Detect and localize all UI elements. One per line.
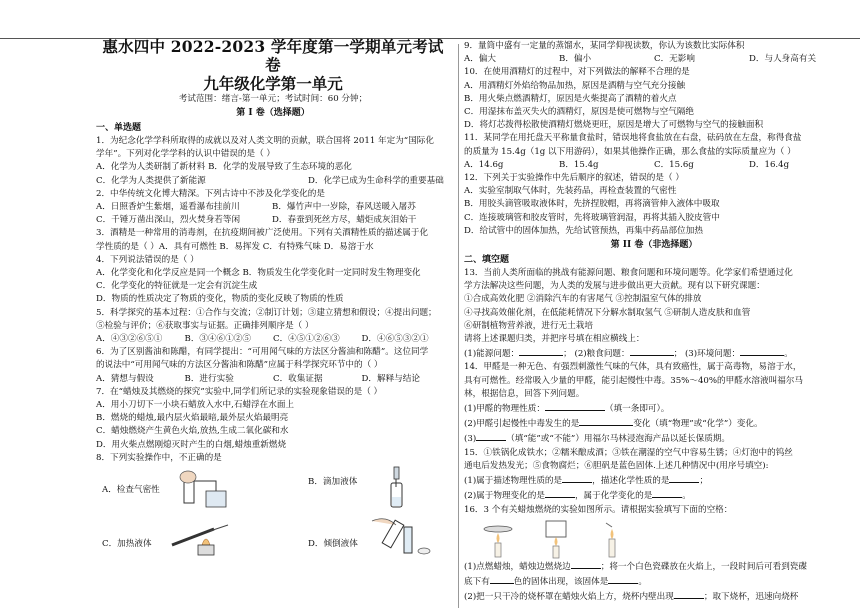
airtightness-check-figure [176, 467, 236, 509]
question-8-option: A．检查气密性 [102, 485, 160, 496]
answer-blank[interactable] [740, 346, 784, 356]
answer-blank[interactable] [545, 488, 575, 498]
question-12-option: D．给试管中的固体加热，先给试管预热，再集中药品部位加热 [464, 225, 703, 236]
candle-figure-2 [536, 519, 576, 559]
exam-info: 考试范围：绪言-第一单元；考试时间：60 分钟； [178, 94, 368, 104]
question-3-stem: 学性质的是（ ）A．具有可燃性 B．易挥发 C．有特殊气味 D．易溶于水 [96, 241, 374, 252]
question-1-stem: 1．为纪念化学学科所取得的成就以及对人类文明的贡献，联合国将 2011 年定为“国际化 [96, 136, 434, 146]
candle-figure-3 [592, 519, 632, 559]
question-8-figures-row-2 [96, 511, 450, 557]
question-15-part-1 [464, 473, 844, 488]
question-14-stem: 林，根据信息，回答下列问题。 [464, 388, 585, 399]
question-8-figures-row-1 [96, 465, 450, 511]
question-13-stem: 学方法解决这些问题，为人类的发展与进步做出更大贡献。现有以下研究课题： [464, 281, 765, 292]
answer-blank[interactable] [608, 574, 638, 584]
blank-label: 。 [638, 576, 647, 587]
candle-figure-1 [478, 519, 518, 559]
question-11-stem: 的质量为 15.4g（1g 以下用游码），如果其他操作正确，那么食盐的实际质量应为（ ） [464, 146, 796, 157]
question-1-options-row [96, 175, 450, 188]
question-10-option: D．将灯芯拨得松散使酒精灯燃烧更旺，原因是增大了可燃物与空气的接触面积 [464, 120, 764, 131]
answer-blank[interactable] [652, 488, 682, 498]
blank-label: ； (2)粮食问题： [563, 349, 630, 360]
question-14-part-3 [464, 431, 844, 446]
question-5-option: A．④③②⑥⑤① [96, 334, 163, 345]
blank-label: 色的固体出现，该固体是 [513, 576, 609, 587]
question-9-options-row [464, 53, 844, 66]
question-5-stem: 5．科学探究的基本过程：①合作与交流；②制订计划；③建立猜想和假设；④提出问题； [96, 307, 437, 318]
blank-label: (2)属于物理变化的是 [464, 491, 545, 502]
blank-label: (1)甲醛的物理性质： [464, 404, 545, 415]
question-8-stem: 8．下列实验操作中，不正确的是 [96, 452, 222, 463]
question-15-stem: 15．①铁锅化成铁水；②糯米酿成酒；③铁在潮湿的空气中容易生锈；④灯泡中的钨丝 [464, 447, 793, 458]
question-11-option: C．15.6g [654, 159, 694, 170]
question-7-stem: 7．在“蜡烛及其燃烧的探究”实验中,同学们所记录的实验现象错误的是（ ） [96, 386, 383, 397]
answer-blank[interactable] [669, 473, 699, 483]
question-16-part-1 [464, 559, 844, 574]
question-14-part-2 [464, 416, 844, 431]
question-12-option: C．连接玻璃管和胶皮管时，先将玻璃管润湿，再将其插入胶皮管中 [464, 212, 720, 223]
question-4-stem: 4．下列说法错误的是（ ） [96, 254, 199, 265]
blank-label: (2)甲醛引起慢性中毒发生的是 [464, 419, 580, 430]
question-7-option: C．蜡烛燃烧产生黄色火焰,放热,生成二氧化碳和水 [96, 426, 289, 437]
blank-label: (1)点燃蜡烛，蜡烛边燃烧边 [464, 561, 571, 572]
pouring-liquid-figure [366, 513, 436, 555]
question-2-option: C．千锤万凿出深山，烈火焚身若等闲 [96, 215, 241, 226]
blank-label: ，描述化学性质的是 [592, 476, 670, 487]
answer-blank[interactable] [674, 589, 704, 599]
question-14-stem: 具有可燃性。经常吸入少量的甲醛，能引起慢性中毒。35%～40%的甲醛水溶液叫福尔马 [464, 375, 803, 386]
question-5-options-row [96, 333, 450, 346]
question-2-option: B．爆竹声中一岁除，春风送暖入屠苏 [272, 202, 416, 213]
question-1-option: D．化学已成为生命科学的重要基础 [308, 175, 444, 186]
blank-label: （填一条即可）。 [604, 404, 670, 415]
question-14-stem: 14．甲醛是一种无色、有强烈刺激性气味的气体，具有致癌性，属于高毒物，易溶于水， [464, 362, 802, 373]
question-7-option: A．用小刀切下一小块石蜡放入水中,石蜡浮在水面上 [96, 400, 295, 411]
question-4-option: C．化学变化的特征就是一定会有沉淀生成 [96, 281, 258, 292]
question-12-stem: 12．下列关于实验操作中先后顺序的叙述，错误的是（ ） [464, 173, 684, 184]
question-15-part-2 [464, 488, 844, 503]
question-12-option: A．实验室制取气体时，先装药品，再检查装置的气密性 [464, 186, 677, 197]
question-5-option: D．④⑥⑤③②① [361, 334, 429, 345]
question-5-option: B．③④⑥①②⑤ [184, 334, 251, 345]
question-16-part-2 [464, 589, 844, 604]
blank-label: 。 [682, 491, 691, 502]
heating-liquid-figure [162, 515, 242, 557]
column-divider [458, 44, 459, 608]
question-2-options-row [96, 201, 450, 214]
question-12-option: B．用胶头滴管吸取液体时，先挤捏胶帽，再将滴管伸入液体中吸取 [464, 199, 720, 210]
section-heading-fill-in: 二、填空题 [464, 255, 510, 266]
blank-label: 底下有 [464, 576, 490, 587]
question-5-option: C．④⑤①②⑥③ [273, 334, 340, 345]
blank-label: 。 [784, 349, 793, 360]
question-16-figures [464, 519, 844, 559]
part-two-heading: 第 II 卷（非选择题） [610, 240, 698, 251]
answer-blank[interactable] [630, 346, 674, 356]
question-13-topics: ①合成高效化肥 ②消除汽车的有害尾气 ③控制温室气体的排放 [464, 294, 702, 305]
question-7-option: D．用火柴点燃刚熄灭时产生的白烟,蜡烛重新燃烧 [96, 439, 287, 450]
answer-blank[interactable] [519, 346, 563, 356]
question-13-topics: ⑥研制植物营养液，进行无土栽培 [464, 320, 593, 331]
question-8-option: D．倾倒液体 [308, 539, 358, 550]
question-13-topics: ④寻找高效催化剂，在低能耗情况下分解水制取氢气 ⑤研制人造皮肤和血管 [464, 307, 751, 318]
question-6-options-row [96, 373, 450, 386]
question-1-stem: 学年”。下列对化学学科的认识中错误的是（ ） [96, 149, 276, 160]
question-9-option: A．偏大 [464, 54, 496, 65]
question-6-option: A．猜想与假设 [96, 373, 154, 384]
question-1-option: A．化学为人类研制了新材料 B．化学的发展导致了生态环境的恶化 [96, 162, 352, 173]
question-13-instruction: 请将上述课题归类，并把序号填在相应横线上： [464, 334, 645, 345]
question-10-stem: 10．在使用酒精灯的过程中，对下列做法的解释不合理的是 [464, 67, 690, 78]
question-9-option: D．与人身高有关 [749, 54, 817, 65]
question-1-option: C．化学为人类提供了新能源 [96, 175, 206, 186]
question-2-options-row [96, 214, 450, 227]
blank-label: (2)把一只干冷的烧杯罩在蜡烛火焰上方，烧杯内壁出现 [464, 592, 674, 603]
dropper-figure [378, 465, 418, 509]
question-10-option: A．用酒精灯外焰给物品加热，原因是酒精与空气充分接触 [464, 80, 686, 91]
question-6-stem: 的说法中“可用闻气味的方法区分酱油和陈醋”应属于科学探究环节中的（ ） [96, 360, 383, 371]
question-11-option: B．15.4g [559, 159, 599, 170]
question-6-stem: 6．为了区别酱油和陈醋，有同学提出：“可用闻气味的方法区分酱油和陈醋”。这位同学 [96, 347, 429, 358]
question-9-stem: 9．量筒中盛有一定量的蒸馏水，某同学仰视读数，你认为该数比实际体积 [464, 41, 745, 51]
blank-label: (1)能源问题： [464, 349, 520, 360]
blank-label: (1)属于描述物理性质的是 [464, 476, 563, 487]
question-10-option: C．用湿抹布盖灭失火的酒精灯，原因是使可燃物与空气隔绝 [464, 107, 695, 118]
blank-label: (3) [464, 434, 477, 445]
question-8-option: B．滴加液体 [308, 477, 358, 488]
blank-label: ；将一个白色瓷碟放在火焰上，一段时间后可看到瓷碟 [600, 561, 807, 572]
answer-blank[interactable] [579, 416, 633, 426]
blank-label: ，属于化学变化的是 [574, 491, 653, 502]
question-4-option: D．物质的性质决定了物质的变化，物质的变化反映了物质的性质 [96, 294, 344, 305]
answer-blank[interactable] [545, 401, 605, 411]
exam-subtitle: 九年级化学第一单元 [203, 74, 343, 93]
question-2-stem: 2．中华传统文化博大精深。下列古诗中不涉及化学变化的是 [96, 188, 325, 199]
question-9-option: C．无影响 [654, 54, 695, 65]
question-14-part-1 [464, 401, 844, 416]
question-16-part-1-cont [464, 574, 844, 589]
question-6-option: D．解释与结论 [361, 373, 420, 384]
question-13-answer-line [464, 346, 844, 361]
answer-blank[interactable] [562, 473, 592, 483]
part-one-heading: 第 I 卷（选择题） [236, 108, 310, 118]
question-5-stem: ⑤检验与评价；⑥获取事实与证据。正确排列顺序是（ ） [96, 320, 314, 331]
blank-label: ； (3)环境问题： [673, 349, 741, 360]
question-11-option: D．16.4g [749, 159, 790, 170]
question-11-options-row [464, 159, 844, 172]
blank-label: ； [699, 476, 709, 487]
blank-label: 变化（填“物理”或“化学”）变化。 [633, 419, 763, 430]
question-10-option: B．用火柴点燃酒精灯，原因是火柴提高了酒精的着火点 [464, 93, 677, 104]
section-heading-single-choice: 一、单选题 [96, 123, 142, 133]
question-9-option: B．偏小 [559, 54, 592, 65]
question-6-option: C．收集证据 [273, 373, 323, 384]
question-13-stem: 13．当前人类所面临的挑战有能源问题、粮食问题和环境问题等。化学家们希望通过化 [464, 268, 793, 279]
blank-label: （填“能”或“不能”）用福尔马林浸泡海产品以延长保质期。 [506, 434, 731, 445]
answer-blank[interactable] [490, 574, 514, 584]
question-11-option: A．14.6g [464, 159, 504, 170]
answer-blank[interactable] [571, 559, 601, 569]
question-15-stem: 通电后发热发光；⑤食物腐烂；⑥胆矾是蓝色固体.上述几种情况中(用序号填空): [464, 460, 769, 471]
question-2-option: D．春蚕到死丝方尽，蜡炬成灰泪始干 [272, 215, 417, 226]
question-2-option: A．日照香炉生紫烟，遥看瀑布挂前川 [96, 202, 240, 213]
question-7-option: B．燃烧的蜡烛,最内层火焰最暗,最外层火焰最明亮 [96, 413, 289, 424]
question-6-option: B．进行实验 [184, 373, 234, 384]
question-4-option: A．化学变化和化学反应是同一个概念 B．物质发生化学变化时一定同时发生物理变化 [96, 268, 421, 279]
question-11-stem: 11．某同学在用托盘天平称量食盐时，错误地将食盐放在右盘，砝码放在左盘，称得食盐 [464, 133, 802, 144]
answer-blank[interactable] [476, 431, 506, 441]
question-8-option: C．加热液体 [102, 539, 152, 550]
exam-title: 惠水四中 2022-2023 学年度第一学期单元考试卷 [102, 37, 444, 74]
question-3-stem: 3．酒精是一种常用的消毒剂，在抗疫期间被广泛使用。下列有关酒精性质的描述属于化 [96, 228, 429, 239]
right-column [464, 0, 844, 604]
blank-label: ；取下烧杯，迅速向烧杯 [703, 592, 799, 603]
question-16-stem: 16．3 个有关蜡烛燃烧的实验如图所示。请根据实验填写下面的空格： [464, 504, 733, 515]
left-column [96, 0, 450, 557]
